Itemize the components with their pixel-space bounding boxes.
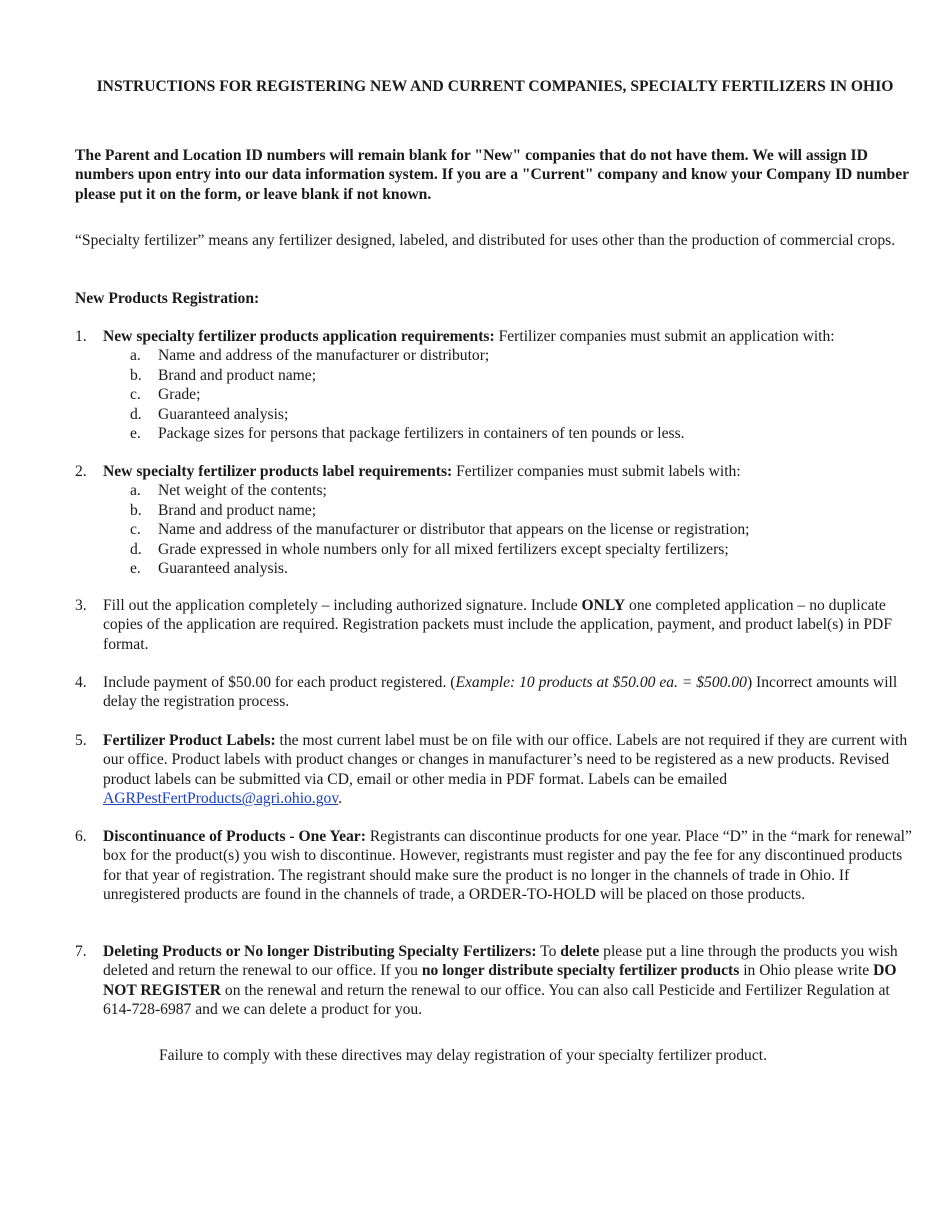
list-text: Brand and product name; (158, 366, 317, 384)
closing-note: Failure to comply with these directives may delay registration of your specialty fertilizer product. (159, 1047, 767, 1064)
item-text: Include payment of $50.00 for each product registered. ( (103, 674, 456, 691)
item-number: 3. (75, 597, 87, 614)
item-text: ) Incorrect amounts will delay the registration process. (103, 674, 898, 711)
list-letter: c. (130, 386, 141, 404)
instruction-item-5 (75, 731, 915, 809)
item-emphasis: DO NOT REGISTER (103, 962, 897, 999)
item-text: on the renewal and return the renewal to our office. You can also call Pesticide and Fertilizer Regulation at 614-728-6987 and we can delete a product for you. (103, 981, 890, 1019)
item-text: please put a line through the products you wish deleted and return the renewal to our office. If you (103, 943, 898, 980)
list-item (75, 405, 915, 424)
item-number: 6. (75, 828, 87, 845)
instruction-item-6 (75, 827, 915, 905)
item-emphasis: delete (560, 943, 600, 960)
item-text: Fill out the application completely – including authorized signature. Include (103, 597, 582, 614)
section-heading: New Products Registration: (75, 290, 260, 307)
item-heading: Deleting Products or No longer Distributing Specialty Fertilizers: (103, 943, 537, 960)
list-letter: a. (130, 482, 141, 500)
list-letter: c. (130, 521, 141, 539)
list-text: Net weight of the contents; (158, 482, 327, 500)
item-emphasis: no longer distribute specialty fertilizer products (421, 962, 740, 980)
list-item (75, 520, 915, 539)
item-text: in Ohio please write (739, 962, 874, 980)
list-text: Name and address of the manufacturer or distributor; (158, 347, 490, 365)
item-heading: Discontinuance of Products - One Year: (103, 828, 366, 845)
list-text: Name and address of the manufacturer or distributor that appears on the license or registration; (158, 521, 750, 539)
item-heading: Fertilizer Product Labels: (103, 732, 276, 749)
instruction-item-3 (75, 596, 915, 654)
item-text: one completed application – no duplicate copies of the application are required. Registration packets must include the application, payment, and product label(s) in PDF format. (103, 597, 892, 653)
item-emphasis: ONLY (581, 597, 626, 614)
sub-list (75, 481, 915, 578)
instruction-item-4 (75, 673, 915, 712)
item-number: 1. (75, 328, 87, 345)
list-item (75, 366, 915, 385)
item-number: 7. (75, 943, 87, 960)
list-text: Grade expressed in whole numbers only for all mixed fertilizers except specialty fertilizers; (158, 540, 729, 558)
definition-paragraph: “Specialty fertilizer” means any fertilizer designed, labeled, and distributed for uses other than the production of commercial crops. (75, 232, 896, 249)
item-text: Registrants can discontinue products for one year. Place “D” in the “mark for renewal” box for the product(s) you wish to discontinue. However, registrants must register and pay the fee for any discontinued products for that year of registration. The registrant should make sure the product is no longer in the channels of trade in Ohio. If unregistered products are found in the channels of trade, a ORDER-TO-HOLD will be placed on those products. (103, 828, 912, 904)
item-number: 4. (75, 674, 87, 691)
list-item (75, 481, 915, 500)
list-text: Grade; (158, 386, 201, 404)
list-letter: e. (130, 425, 141, 443)
item-heading: New specialty fertilizer products application requirements: (103, 328, 495, 345)
instruction-item-2 (75, 462, 915, 578)
list-item (75, 346, 915, 365)
intro-paragraph: The Parent and Location ID numbers will remain blank for "New" companies that do not have them. We will assign ID numbers upon entry into our data information system. If you are a "Current" company and know your Company ID number please put it on the form, or leave blank if not known. (75, 147, 909, 203)
item-number: 5. (75, 732, 87, 749)
item-example: Example: 10 products at $50.00 ea. = $500.00 (455, 674, 747, 691)
list-item (75, 501, 915, 520)
list-text: Guaranteed analysis. (158, 560, 288, 578)
item-text: . (338, 790, 343, 808)
instruction-item-1 (75, 327, 915, 443)
list-text: Brand and product name; (158, 501, 317, 519)
list-item (75, 385, 915, 404)
list-item (75, 424, 915, 443)
email-link[interactable]: AGRPestFertProducts@agri.ohio.gov (103, 790, 339, 808)
list-item (75, 559, 915, 578)
list-letter: b. (130, 366, 142, 384)
list-letter: d. (130, 540, 142, 558)
list-letter: b. (130, 501, 142, 519)
list-text: Package sizes for persons that package fertilizers in containers of ten pounds or less. (158, 425, 685, 443)
list-letter: a. (130, 347, 141, 365)
item-text: the most current label must be on file with our office. Labels are not required if they are current with our office. Product labels with product changes or changes in manufacturer’s need to be registered as a new products. Revised product labels can be submitted via CD, email or other media in PDF format. Labels can be emailed (103, 732, 908, 788)
item-text: To (536, 943, 561, 960)
list-letter: d. (130, 405, 142, 423)
list-item (75, 540, 915, 559)
item-text: Fertilizer companies must submit labels with: (452, 463, 741, 480)
item-heading: New specialty fertilizer products label requirements: (103, 463, 453, 480)
item-number: 2. (75, 463, 87, 480)
list-text: Guaranteed analysis; (158, 405, 289, 423)
item-text: Fertilizer companies must submit an application with: (494, 328, 835, 345)
list-letter: e. (130, 560, 141, 578)
instruction-item-7 (75, 942, 915, 1020)
sub-list (75, 346, 915, 443)
page-title: INSTRUCTIONS FOR REGISTERING NEW AND CURRENT COMPANIES, SPECIALTY FERTILIZERS IN OHIO (96, 78, 894, 95)
